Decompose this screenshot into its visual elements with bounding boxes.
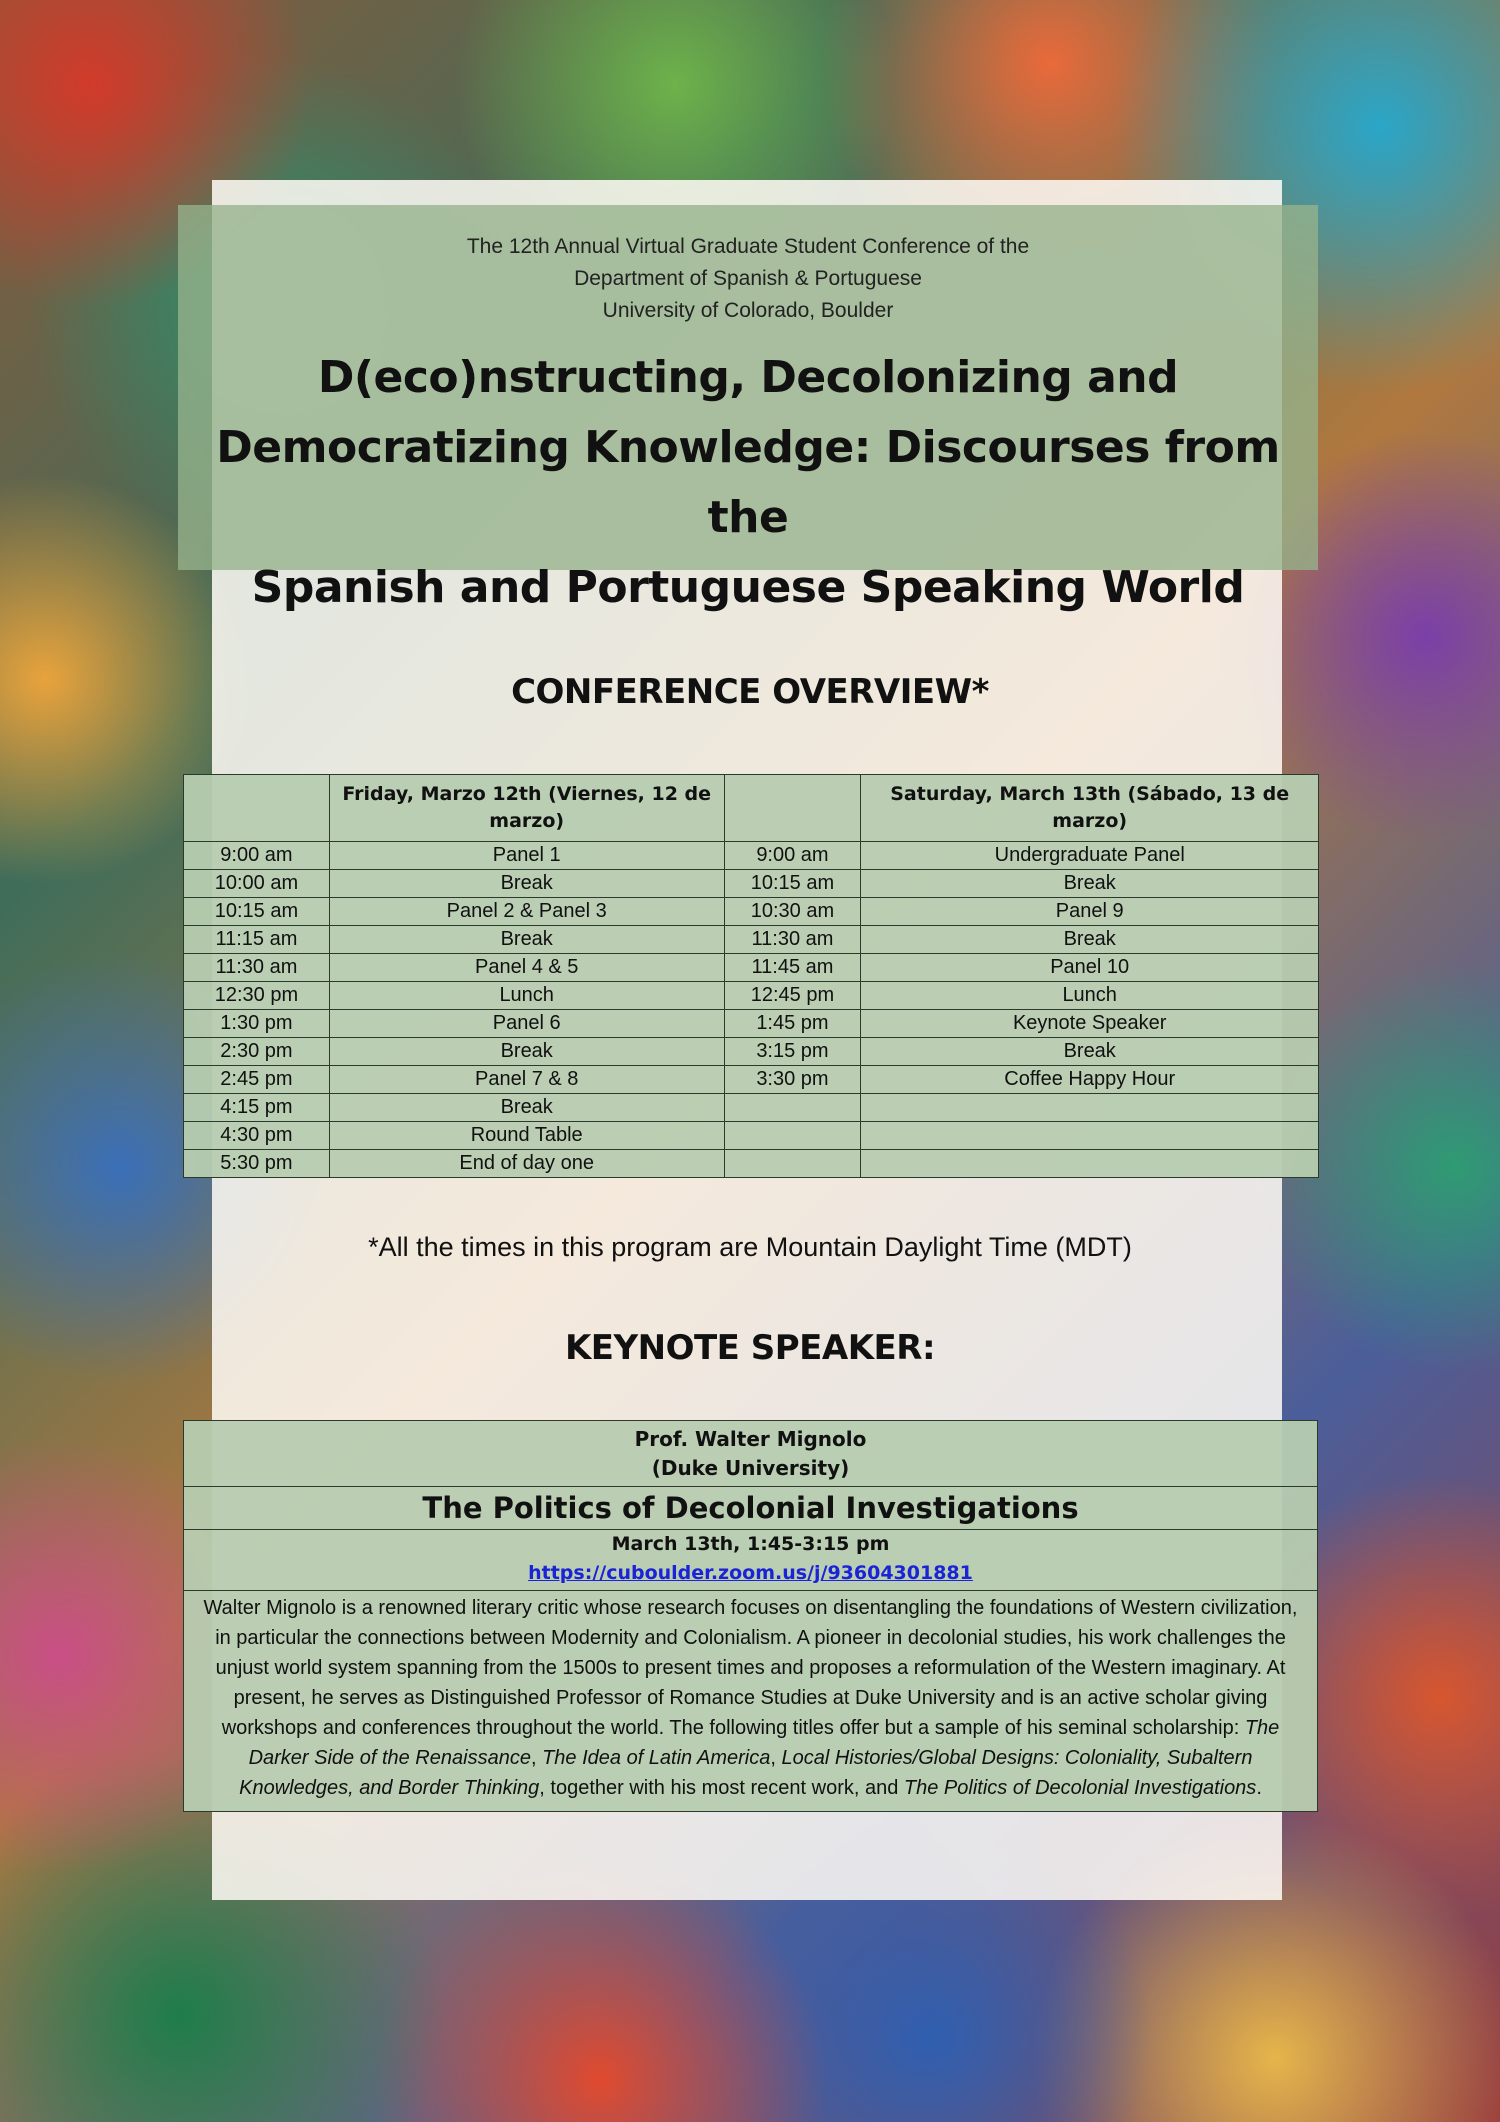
saturday-time: 10:30 am xyxy=(724,898,861,926)
book-title: Local Histories/Global Designs: Coloniality, Subaltern Knowledges, and Border Thinking xyxy=(239,1747,1253,1799)
speaker-name: Prof. Walter Mignolo xyxy=(634,1427,867,1451)
saturday-time-header xyxy=(724,775,861,842)
saturday-time: 9:00 am xyxy=(724,842,861,870)
saturday-event: Break xyxy=(861,1038,1319,1066)
saturday-event: Coffee Happy Hour xyxy=(861,1066,1319,1094)
university-name: University of Colorado, Boulder xyxy=(602,299,894,322)
friday-time: 12:30 pm xyxy=(184,982,330,1010)
friday-event: Panel 1 xyxy=(329,842,724,870)
saturday-event: Panel 9 xyxy=(861,898,1319,926)
zoom-link[interactable]: https://cuboulder.zoom.us/j/93604301881 xyxy=(528,1562,973,1584)
table-row xyxy=(184,1150,1319,1178)
talk-title: The Politics of Decolonial Investigations xyxy=(184,1487,1317,1530)
table-row xyxy=(184,1038,1319,1066)
table-row xyxy=(184,982,1319,1010)
saturday-time: 1:45 pm xyxy=(724,1010,861,1038)
friday-event: Round Table xyxy=(329,1122,724,1150)
saturday-event: Lunch xyxy=(861,982,1319,1010)
title-line-1: D(eco)nstructing, Decolonizing and xyxy=(317,352,1179,403)
friday-header: Friday, Marzo 12th (Viernes, 12 de marzo) xyxy=(329,775,724,842)
book-title: The Idea of Latin America xyxy=(542,1747,771,1769)
talk-date-time: March 13th, 1:45-3:15 pm xyxy=(611,1533,890,1555)
saturday-time: 12:45 pm xyxy=(724,982,861,1010)
talk-schedule xyxy=(184,1530,1317,1591)
friday-time: 4:30 pm xyxy=(184,1122,330,1150)
table-row xyxy=(184,1094,1319,1122)
saturday-event: Keynote Speaker xyxy=(861,1010,1319,1038)
friday-event: End of day one xyxy=(329,1150,724,1178)
conference-header xyxy=(178,205,1318,613)
friday-time-header xyxy=(184,775,330,842)
saturday-time: 11:30 am xyxy=(724,926,861,954)
saturday-time: 10:15 am xyxy=(724,870,861,898)
overview-heading: CONFERENCE OVERVIEW* xyxy=(511,672,989,712)
keynote-box xyxy=(183,1420,1318,1812)
table-row xyxy=(184,1122,1319,1150)
saturday-header: Saturday, March 13th (Sábado, 13 de marzo) xyxy=(861,775,1319,842)
timezone-note: *All the times in this program are Mountain Daylight Time (MDT) xyxy=(368,1232,1132,1262)
friday-event: Break xyxy=(329,926,724,954)
friday-time: 5:30 pm xyxy=(184,1150,330,1178)
schedule-table xyxy=(183,774,1319,1178)
friday-event: Lunch xyxy=(329,982,724,1010)
saturday-event: Break xyxy=(861,870,1319,898)
friday-time: 10:00 am xyxy=(184,870,330,898)
friday-time: 11:30 am xyxy=(184,954,330,982)
friday-time: 2:45 pm xyxy=(184,1066,330,1094)
saturday-event: Panel 10 xyxy=(861,954,1319,982)
book-title: The Darker Side of the Renaissance xyxy=(248,1717,1280,1769)
title-line-2: Democratizing Knowledge: Discourses from the xyxy=(216,422,1280,543)
saturday-time: 3:15 pm xyxy=(724,1038,861,1066)
friday-event: Panel 4 & 5 xyxy=(329,954,724,982)
table-row xyxy=(184,954,1319,982)
bio-end: . xyxy=(1256,1777,1262,1799)
saturday-time: 11:45 am xyxy=(724,954,861,982)
saturday-event xyxy=(861,1150,1319,1178)
friday-event: Panel 7 & 8 xyxy=(329,1066,724,1094)
bio-text: Walter Mignolo is a renowned literary critic whose research focuses on disentangling the foundations of Western civilization, in particular the connections between Modernity and Colonialism. A pioneer in decolonial studies, his work challenges the unjust world system spanning from the 1500s to present times and proposes a reformulation of the Western imaginary. At present, he serves as Distinguished Professor of Romance Studies at Duke University and is an active scholar giving workshops and conferences throughout the world. The following titles offer but a sample of his seminal scholarship: xyxy=(203,1597,1298,1739)
table-row xyxy=(184,926,1319,954)
friday-time: 10:15 am xyxy=(184,898,330,926)
table-row xyxy=(184,1066,1319,1094)
friday-event: Break xyxy=(329,1038,724,1066)
friday-event: Break xyxy=(329,870,724,898)
friday-time: 4:15 pm xyxy=(184,1094,330,1122)
schedule-header-row xyxy=(184,775,1319,842)
friday-event: Break xyxy=(329,1094,724,1122)
saturday-event xyxy=(861,1094,1319,1122)
department-name: Department of Spanish & Portuguese xyxy=(574,267,922,290)
speaker-info xyxy=(184,1421,1317,1487)
table-row xyxy=(184,870,1319,898)
friday-time: 2:30 pm xyxy=(184,1038,330,1066)
friday-time: 11:15 am xyxy=(184,926,330,954)
saturday-time xyxy=(724,1122,861,1150)
title-line-3: Spanish and Portuguese Speaking World xyxy=(251,562,1245,613)
keynote-heading: KEYNOTE SPEAKER: xyxy=(564,1328,936,1368)
table-row xyxy=(184,1010,1319,1038)
conference-edition: The 12th Annual Virtual Graduate Student Conference of the xyxy=(466,235,1030,258)
book-title: The Politics of Decolonial Investigations xyxy=(903,1777,1257,1799)
saturday-time xyxy=(724,1094,861,1122)
table-row xyxy=(184,898,1319,926)
bio-text: , together with his most recent work, and xyxy=(539,1777,904,1799)
saturday-time xyxy=(724,1150,861,1178)
saturday-event xyxy=(861,1122,1319,1150)
friday-event: Panel 2 & Panel 3 xyxy=(329,898,724,926)
bio-separator: , xyxy=(770,1747,782,1769)
friday-time: 9:00 am xyxy=(184,842,330,870)
saturday-event: Break xyxy=(861,926,1319,954)
speaker-affiliation: (Duke University) xyxy=(651,1456,850,1480)
friday-time: 1:30 pm xyxy=(184,1010,330,1038)
speaker-bio xyxy=(184,1591,1317,1811)
saturday-time: 3:30 pm xyxy=(724,1066,861,1094)
conference-title xyxy=(178,343,1318,623)
friday-event: Panel 6 xyxy=(329,1010,724,1038)
table-row xyxy=(184,842,1319,870)
bio-separator: , xyxy=(530,1747,543,1769)
saturday-event: Undergraduate Panel xyxy=(861,842,1319,870)
